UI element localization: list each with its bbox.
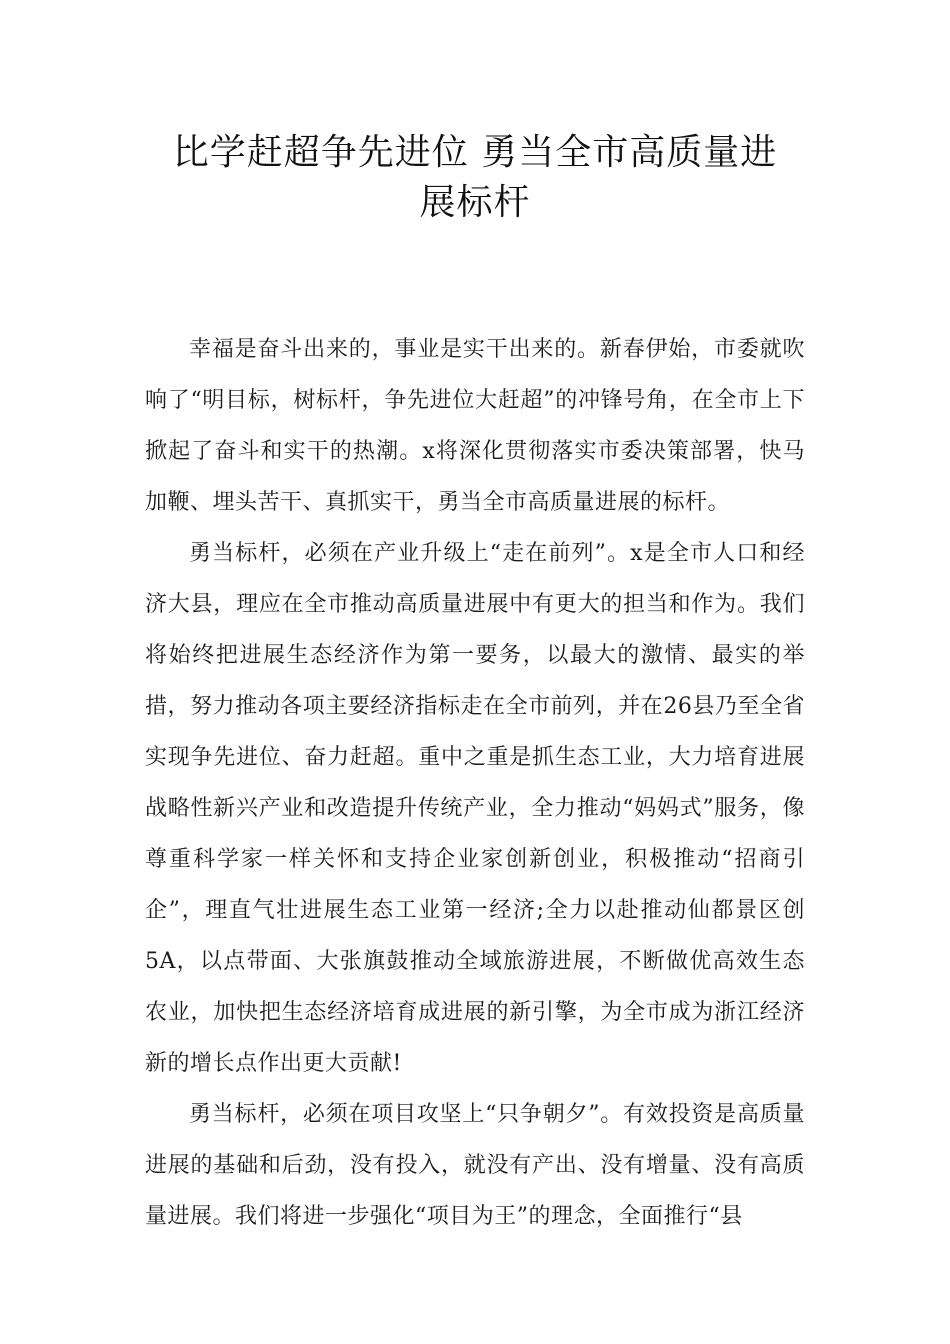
title-line-1: 比学赶超争先进位 勇当全市高质量进 <box>172 132 778 173</box>
paragraph-2: 勇当标杆，必须在产业升级上“走在前列”。x是全市人口和经济大县，理应在全市推动高质量进展中有更大的担当和作为。我们将始终把进展生态经济作为第一要务，以最大的激情、最实的举措，努力推动各项主要经济指标走在全市前列，并在26县乃至全省实现争先进位、奋力赶超。重中之重是抓生态工业，大力培育进展战略性新兴产业和改造提升传统产业，全力推动“妈妈式”服务，像尊重科学家一样关怀和支持企业家创新创业，积极推动“招商引企”，理直气壮进展生态工业第一经济;全力以赴推动仙都景区创5A，以点带面、大张旗鼓推动全域旅游进展，不断做优高效生态农业，加快把生态经济培育成进展的新引擎，为全市成为浙江经济新的增长点作出更大贡献! <box>145 541 805 1076</box>
document-body <box>145 324 805 1242</box>
paragraph-1: 幸福是奋斗出来的，事业是实干出来的。新春伊始，市委就吹响了“明目标，树标杆，争先进位大赶超”的冲锋号角，在全市上下掀起了奋斗和实干的热潮。x将深化贯彻落实市委决策部署，快马加鞭、埋头苦干、真抓实干，勇当全市高质量进展的标杆。 <box>145 337 805 515</box>
page-title <box>100 128 850 228</box>
title-line-2: 展标杆 <box>419 182 531 223</box>
paragraph-3: 勇当标杆，必须在项目攻坚上“只争朝夕”。有效投资是高质量进展的基础和后劲，没有投入，就没有产出、没有增量、没有高质量进展。我们将进一步强化“项目为王”的理念，全面推行“县 <box>145 1102 805 1229</box>
